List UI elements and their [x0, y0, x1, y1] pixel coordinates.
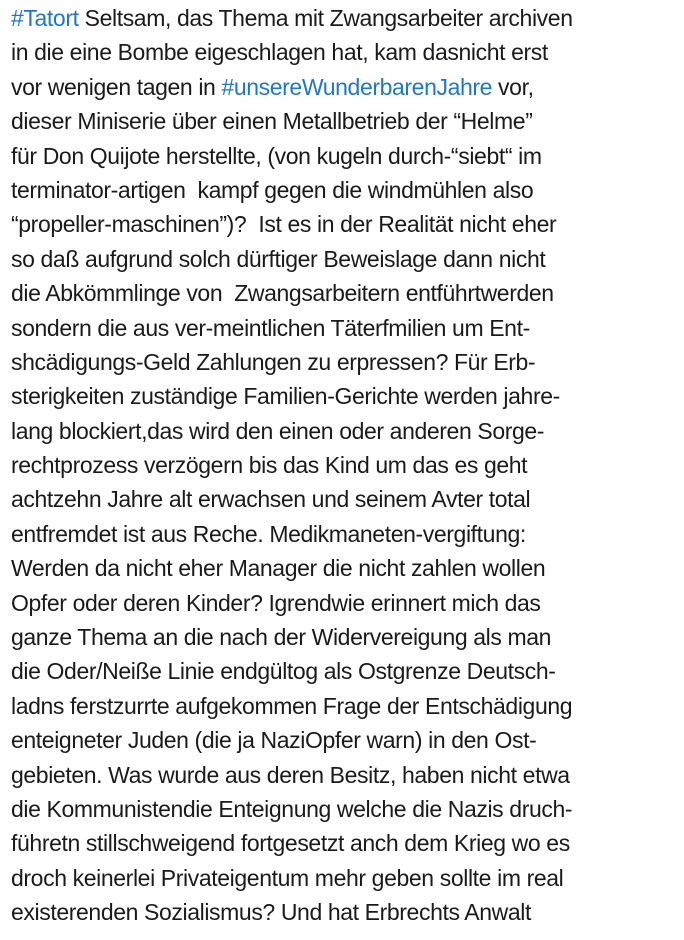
text-line: existerenden Sozialismus? Und hat Erbrechts Anwalt [11, 899, 532, 926]
text-line: Werden da nicht eher Manager die nicht zahlen wollen [11, 555, 546, 582]
text-line: “propeller-maschinen”)? Ist es in der Realität nicht eher [11, 211, 557, 238]
text-line: achtzehn Jahre alt erwachsen und seinem Avter total [11, 486, 531, 513]
text-line: die Kommunistendie Enteignung welche die Nazis druch- [11, 795, 573, 822]
text-line: entfremdet ist aus Reche. Medikmaneten-vergiftung: [11, 520, 526, 547]
text-line: ganze Thema an die nach der Widervereigung als man [11, 624, 552, 651]
text-line: so daß aufgrund solch dürftiger Beweislage dann nicht [11, 245, 546, 272]
text-line: rechtprozess verzögern bis das Kind um das es geht [11, 452, 528, 479]
text-line: sterigkeiten zuständige Familien-Gerichte werden jahre- [11, 383, 560, 410]
post-body [11, 1, 681, 930]
text-line [11, 1, 681, 35]
text-line: für Don Quijote herstellte, (von kugeln durch-“siebt“ im [11, 142, 542, 169]
text-line: enteigneter Juden (die ja NaziOpfer warn) in den Ost- [11, 727, 537, 754]
hashtag-link-unserewunderbarenjahre[interactable]: #unsereWunderbarenJahre [221, 73, 493, 100]
text-line: ladns ferstzurrte aufgekommen Frage der Entschädigung [11, 692, 573, 719]
text-line: shcädigungs-Geld Zahlungen zu erpressen? Für Erb- [11, 348, 536, 375]
text-line: die Abkömmlinge von Zwangsarbeitern entführtwerden [11, 280, 554, 307]
text-line: dieser Miniserie über einen Metallbetrieb der “Helme” [11, 108, 533, 135]
text-line: führetn stillschweigend fortgesetzt anch dem Krieg wo es [11, 830, 570, 857]
text-segment: vor wenigen tagen in [11, 73, 222, 100]
text-line: die Oder/Neiße Linie endgültog als Ostgrenze Deutsch- [11, 658, 556, 685]
text-line [11, 70, 681, 104]
text-line: droch keinerlei Privateigentum mehr geben sollte im real [11, 864, 564, 891]
text-line: terminator-artigen kampf gegen die windmühlen also [11, 176, 534, 203]
text-line: Opfer oder deren Kinder? Igrendwie erinnert mich das [11, 589, 541, 616]
text-line: sondern die aus ver-meintlichen Täterfmilien um Ent- [11, 314, 530, 341]
text-segment: Seltsam, das Thema mit Zwangsarbeiter archiven [78, 5, 573, 31]
text-segment: vor, [492, 73, 534, 100]
hashtag-link-tatort[interactable]: #Tatort [11, 5, 79, 31]
text-line: lang blockiert,das wird den einen oder anderen Sorge- [11, 417, 545, 444]
text-line: in die eine Bombe eigeschlagen hat, kam dasnicht erst [11, 39, 548, 66]
text-line: gebieten. Was wurde aus deren Besitz, haben nicht etwa [11, 761, 570, 788]
